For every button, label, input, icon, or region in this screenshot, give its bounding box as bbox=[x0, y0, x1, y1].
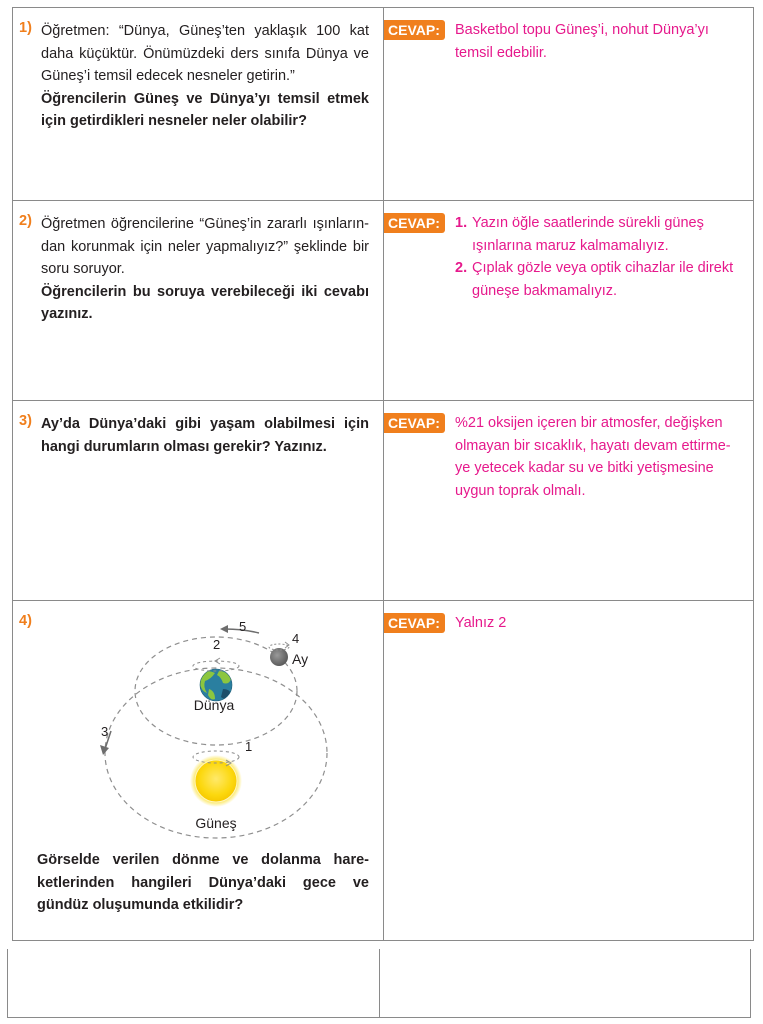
question-text: Öğretmen: “Dünya, Güneş’ten yaklaşık 100 kat daha küçüktür. Önümüzdeki ders sınıfa Dünya ve Güneş’i temsil edecek nesneler getirin.” bbox=[41, 23, 369, 84]
answer-item-number: 2. bbox=[455, 260, 468, 276]
sun-earth-moon-diagram bbox=[83, 609, 343, 844]
answer-item bbox=[455, 257, 743, 302]
question-cell-1 bbox=[13, 8, 383, 200]
motion-label-3: 3 bbox=[101, 724, 109, 739]
question-text: Öğretmen öğrencilerine “Güneş’in zararlı ışınların-dan korunmak için neler yapmalıyız?” şeklinde bir soru soruyor. bbox=[41, 216, 369, 277]
answer-badge: CEVAP: bbox=[384, 613, 445, 633]
answer-text: Yalnız 2 bbox=[455, 615, 507, 631]
answer-list bbox=[455, 212, 743, 302]
question-prompt: Görselde verilen dönme ve dolanma hare-ketlerinden hangileri Dünya’daki gece ve gündüz oluşumunda etkilidir? bbox=[37, 852, 369, 913]
empty-table-fragment bbox=[7, 949, 751, 1018]
sun-icon bbox=[195, 760, 237, 802]
moon-label: Ay bbox=[292, 651, 309, 667]
question-number: 4) bbox=[19, 613, 32, 629]
arrowhead-5-icon bbox=[220, 625, 228, 633]
question-row-3 bbox=[13, 401, 753, 601]
question-row-1 bbox=[13, 8, 753, 201]
motion-label-5: 5 bbox=[239, 619, 247, 634]
question-row-2 bbox=[13, 201, 753, 401]
question-prompt: Ay’da Dünya’daki gibi yaşam olabilmesi için hangi durumların olması gerekir? Yazınız. bbox=[41, 416, 369, 455]
motion-label-2: 2 bbox=[213, 637, 221, 652]
answer-badge: CEVAP: bbox=[384, 213, 445, 233]
question-prompt: Öğrencilerin Güneş ve Dünya’yı temsil etmek için getirdikleri nesneler neler olabilir? bbox=[41, 90, 369, 129]
question-cell-2 bbox=[13, 201, 383, 400]
question-number: 1) bbox=[19, 20, 32, 36]
question-answer-table bbox=[12, 7, 754, 941]
answer-item bbox=[455, 212, 743, 257]
answer-item-text: Çıplak gözle veya optik cihazlar ile direkt güneşe bakmamalıyız. bbox=[472, 260, 734, 299]
answer-cell-4 bbox=[384, 601, 753, 941]
column-divider bbox=[379, 949, 380, 1017]
moon-icon bbox=[270, 648, 288, 666]
answer-text: %21 oksijen içeren bir atmosfer, değişken olmayan bir sıcaklık, hayatı devam ettirme-ye yetecek kadar su ve bitki yetişmesine uygun toprak olmalı. bbox=[455, 415, 731, 499]
answer-cell-1 bbox=[384, 8, 753, 200]
question-prompt: Öğrencilerin bu soruya verebileceği iki cevabı yazınız. bbox=[41, 283, 369, 322]
question-number: 3) bbox=[19, 413, 32, 429]
motion-label-1: 1 bbox=[245, 739, 253, 754]
answer-cell-2 bbox=[384, 201, 753, 400]
answer-item-text: Yazın öğle saatlerinde sürekli güneş ışınlarına maruz kalmamalıyız. bbox=[472, 215, 704, 254]
answer-text: Basketbol topu Güneş’i, nohut Dünya’yı temsil edebilir. bbox=[455, 22, 709, 61]
question-cell-3 bbox=[13, 401, 383, 600]
answer-cell-3 bbox=[384, 401, 753, 600]
motion-label-4: 4 bbox=[292, 631, 300, 646]
answer-badge: CEVAP: bbox=[384, 413, 445, 433]
question-number: 2) bbox=[19, 213, 32, 229]
earth-label: Dünya bbox=[193, 697, 235, 713]
question-row-4 bbox=[13, 601, 753, 941]
question-cell-4 bbox=[13, 601, 383, 941]
answer-item-number: 1. bbox=[455, 215, 468, 231]
answer-badge: CEVAP: bbox=[384, 20, 445, 40]
sun-label: Güneş bbox=[195, 815, 237, 831]
